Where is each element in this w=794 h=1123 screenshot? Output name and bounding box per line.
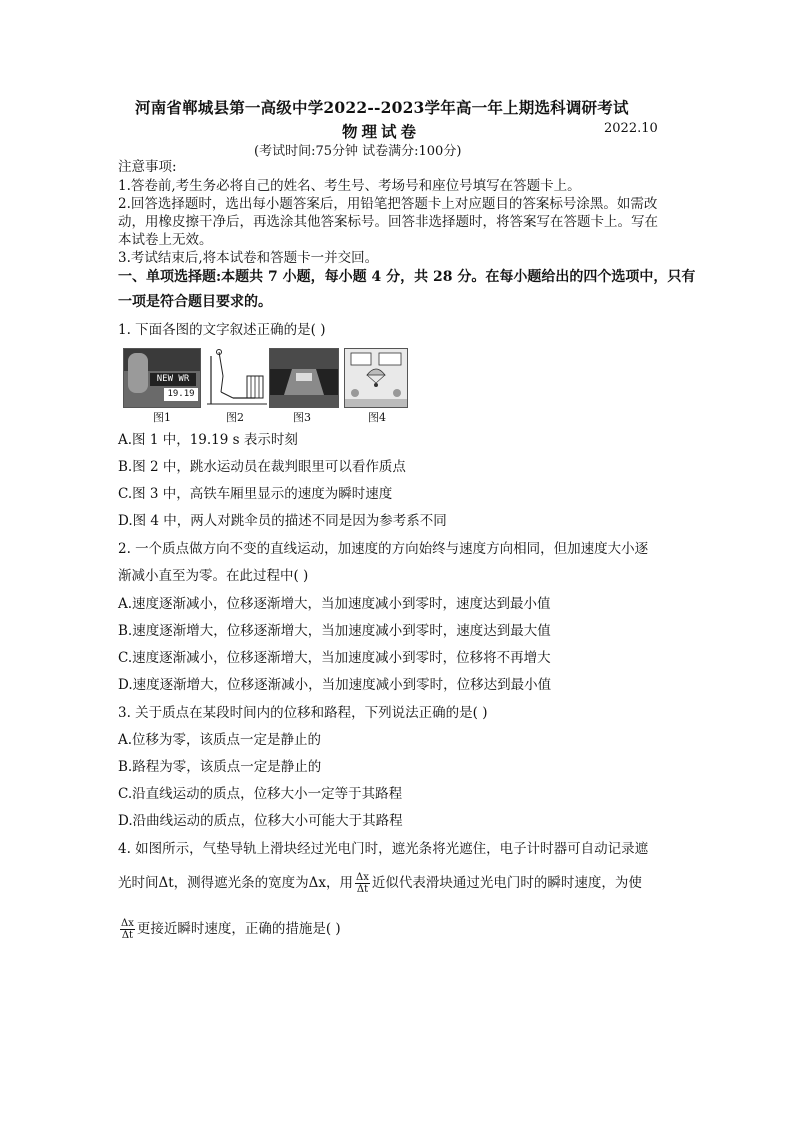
q1-option-d: D.图 4 中，两人对跳伞员的描述不同是因为参考系不同 bbox=[118, 513, 447, 529]
q3-option-c: C.沿直线运动的质点，位移大小一定等于其路程 bbox=[118, 786, 403, 802]
figure-1-caption: 图1 bbox=[153, 411, 171, 424]
q2-option-a: A.速度逐渐减小，位移逐渐增大，当加速度减小到零时，速度达到最小值 bbox=[118, 596, 551, 612]
q3-option-d: D.沿曲线运动的质点，位移大小可能大于其路程 bbox=[118, 813, 403, 829]
fraction-numerator: Δx bbox=[121, 918, 134, 929]
q4-line-2-part-a: 光时间Δt，测得遮光条的宽度为Δx，用 bbox=[118, 875, 354, 891]
note-item-2-line-2: 动，用橡皮擦干净后，再选涂其他答案标号。回答非选择题时，将答案写在答题卡上。写在 bbox=[118, 214, 658, 230]
notes-heading: 注意事项: bbox=[118, 159, 177, 175]
q2-option-b: B.速度逐渐增大，位移逐渐增大，当加速度减小到零时，速度达到最大值 bbox=[118, 623, 551, 639]
figure-1-scoreboard-image bbox=[123, 348, 201, 408]
note-item-3: 3.考试结束后,将本试卷和答题卡一并交回。 bbox=[118, 250, 379, 266]
scoreboard-line-2: 19.19 bbox=[164, 388, 198, 401]
scoreboard-line-1: NEW WR bbox=[150, 373, 196, 386]
q4-line-3-text: 更接近瞬时速度，正确的措施是( ) bbox=[136, 921, 341, 937]
fraction-denominator: Δt bbox=[121, 930, 134, 941]
q3-option-a: A.位移为零，该质点一定是静止的 bbox=[118, 732, 322, 748]
q1-stem: 1. 下面各图的文字叙述正确的是( ) bbox=[118, 322, 326, 338]
exam-date: 2022.10 bbox=[604, 121, 658, 136]
q4-stem-line-1: 4. 如图所示，气垫导轨上滑块经过光电门时，遮光条将光遮住，电子计时器可自动记录遮 bbox=[118, 841, 649, 857]
figure-4-parachute-image bbox=[344, 348, 408, 408]
figure-2-diver-drawing bbox=[207, 348, 267, 406]
exam-subtitle: 物理试卷 bbox=[342, 122, 421, 141]
section-heading-line-2: 一项是符合题目要求的。 bbox=[118, 294, 272, 310]
q4-fraction-1 bbox=[355, 872, 370, 895]
section-heading-line-1: 一、单项选择题:本题共 7 小题，每小题 4 分，共 28 分。在每小题给出的四个选项中，只有 bbox=[118, 269, 696, 285]
figure-4-caption: 图4 bbox=[368, 411, 386, 424]
q4-line-2-part-b: 近似代表滑块通过光电门时的瞬时速度，为使 bbox=[371, 875, 642, 891]
figure-2-caption: 图2 bbox=[226, 411, 244, 424]
q1-option-b: B.图 2 中，跳水运动员在裁判眼里可以看作质点 bbox=[118, 459, 406, 475]
note-item-2-line-1: 2.回答选择题时，选出每小题答案后，用铅笔把答题卡上对应题目的答案标号涂黑。如需改 bbox=[118, 196, 658, 212]
note-item-2-line-3: 本试卷上无效。 bbox=[118, 232, 213, 248]
q2-stem-line-2: 渐减小直至为零。在此过程中( ) bbox=[118, 568, 309, 584]
exam-time-info: (考试时间:75分钟 试卷满分:100分) bbox=[254, 144, 462, 159]
q2-option-d: D.速度逐渐增大，位移逐渐减小，当加速度减小到零时，位移达到最小值 bbox=[118, 677, 552, 693]
fraction-numerator: Δx bbox=[356, 872, 369, 883]
figure-3-train-image bbox=[269, 348, 339, 408]
q3-stem: 3. 关于质点在某段时间内的位移和路程，下列说法正确的是( ) bbox=[118, 705, 488, 721]
fraction-denominator: Δt bbox=[356, 884, 369, 895]
figure-3-caption: 图3 bbox=[293, 411, 311, 424]
q4-stem-line-2 bbox=[118, 872, 642, 895]
q3-option-b: B.路程为零，该质点一定是静止的 bbox=[118, 759, 322, 775]
q1-option-c: C.图 3 中，高铁车厢里显示的速度为瞬时速度 bbox=[118, 486, 393, 502]
q1-option-a: A.图 1 中，19.19 s 表示时刻 bbox=[118, 432, 298, 448]
note-item-1: 1.答卷前,考生务必将自己的姓名、考生号、考场号和座位号填写在答题卡上。 bbox=[118, 178, 581, 194]
q4-fraction-2 bbox=[120, 918, 135, 941]
q2-stem-line-1: 2. 一个质点做方向不变的直线运动，加速度的方向始终与速度方向相同，但加速度大小逐 bbox=[118, 541, 649, 557]
q4-stem-line-3 bbox=[118, 918, 341, 941]
exam-title: 河南省郸城县第一高级中学2022--2023学年高一年上期选科调研考试 bbox=[135, 98, 629, 117]
q2-option-c: C.速度逐渐减小，位移逐渐增大，当加速度减小到零时，位移将不再增大 bbox=[118, 650, 551, 666]
